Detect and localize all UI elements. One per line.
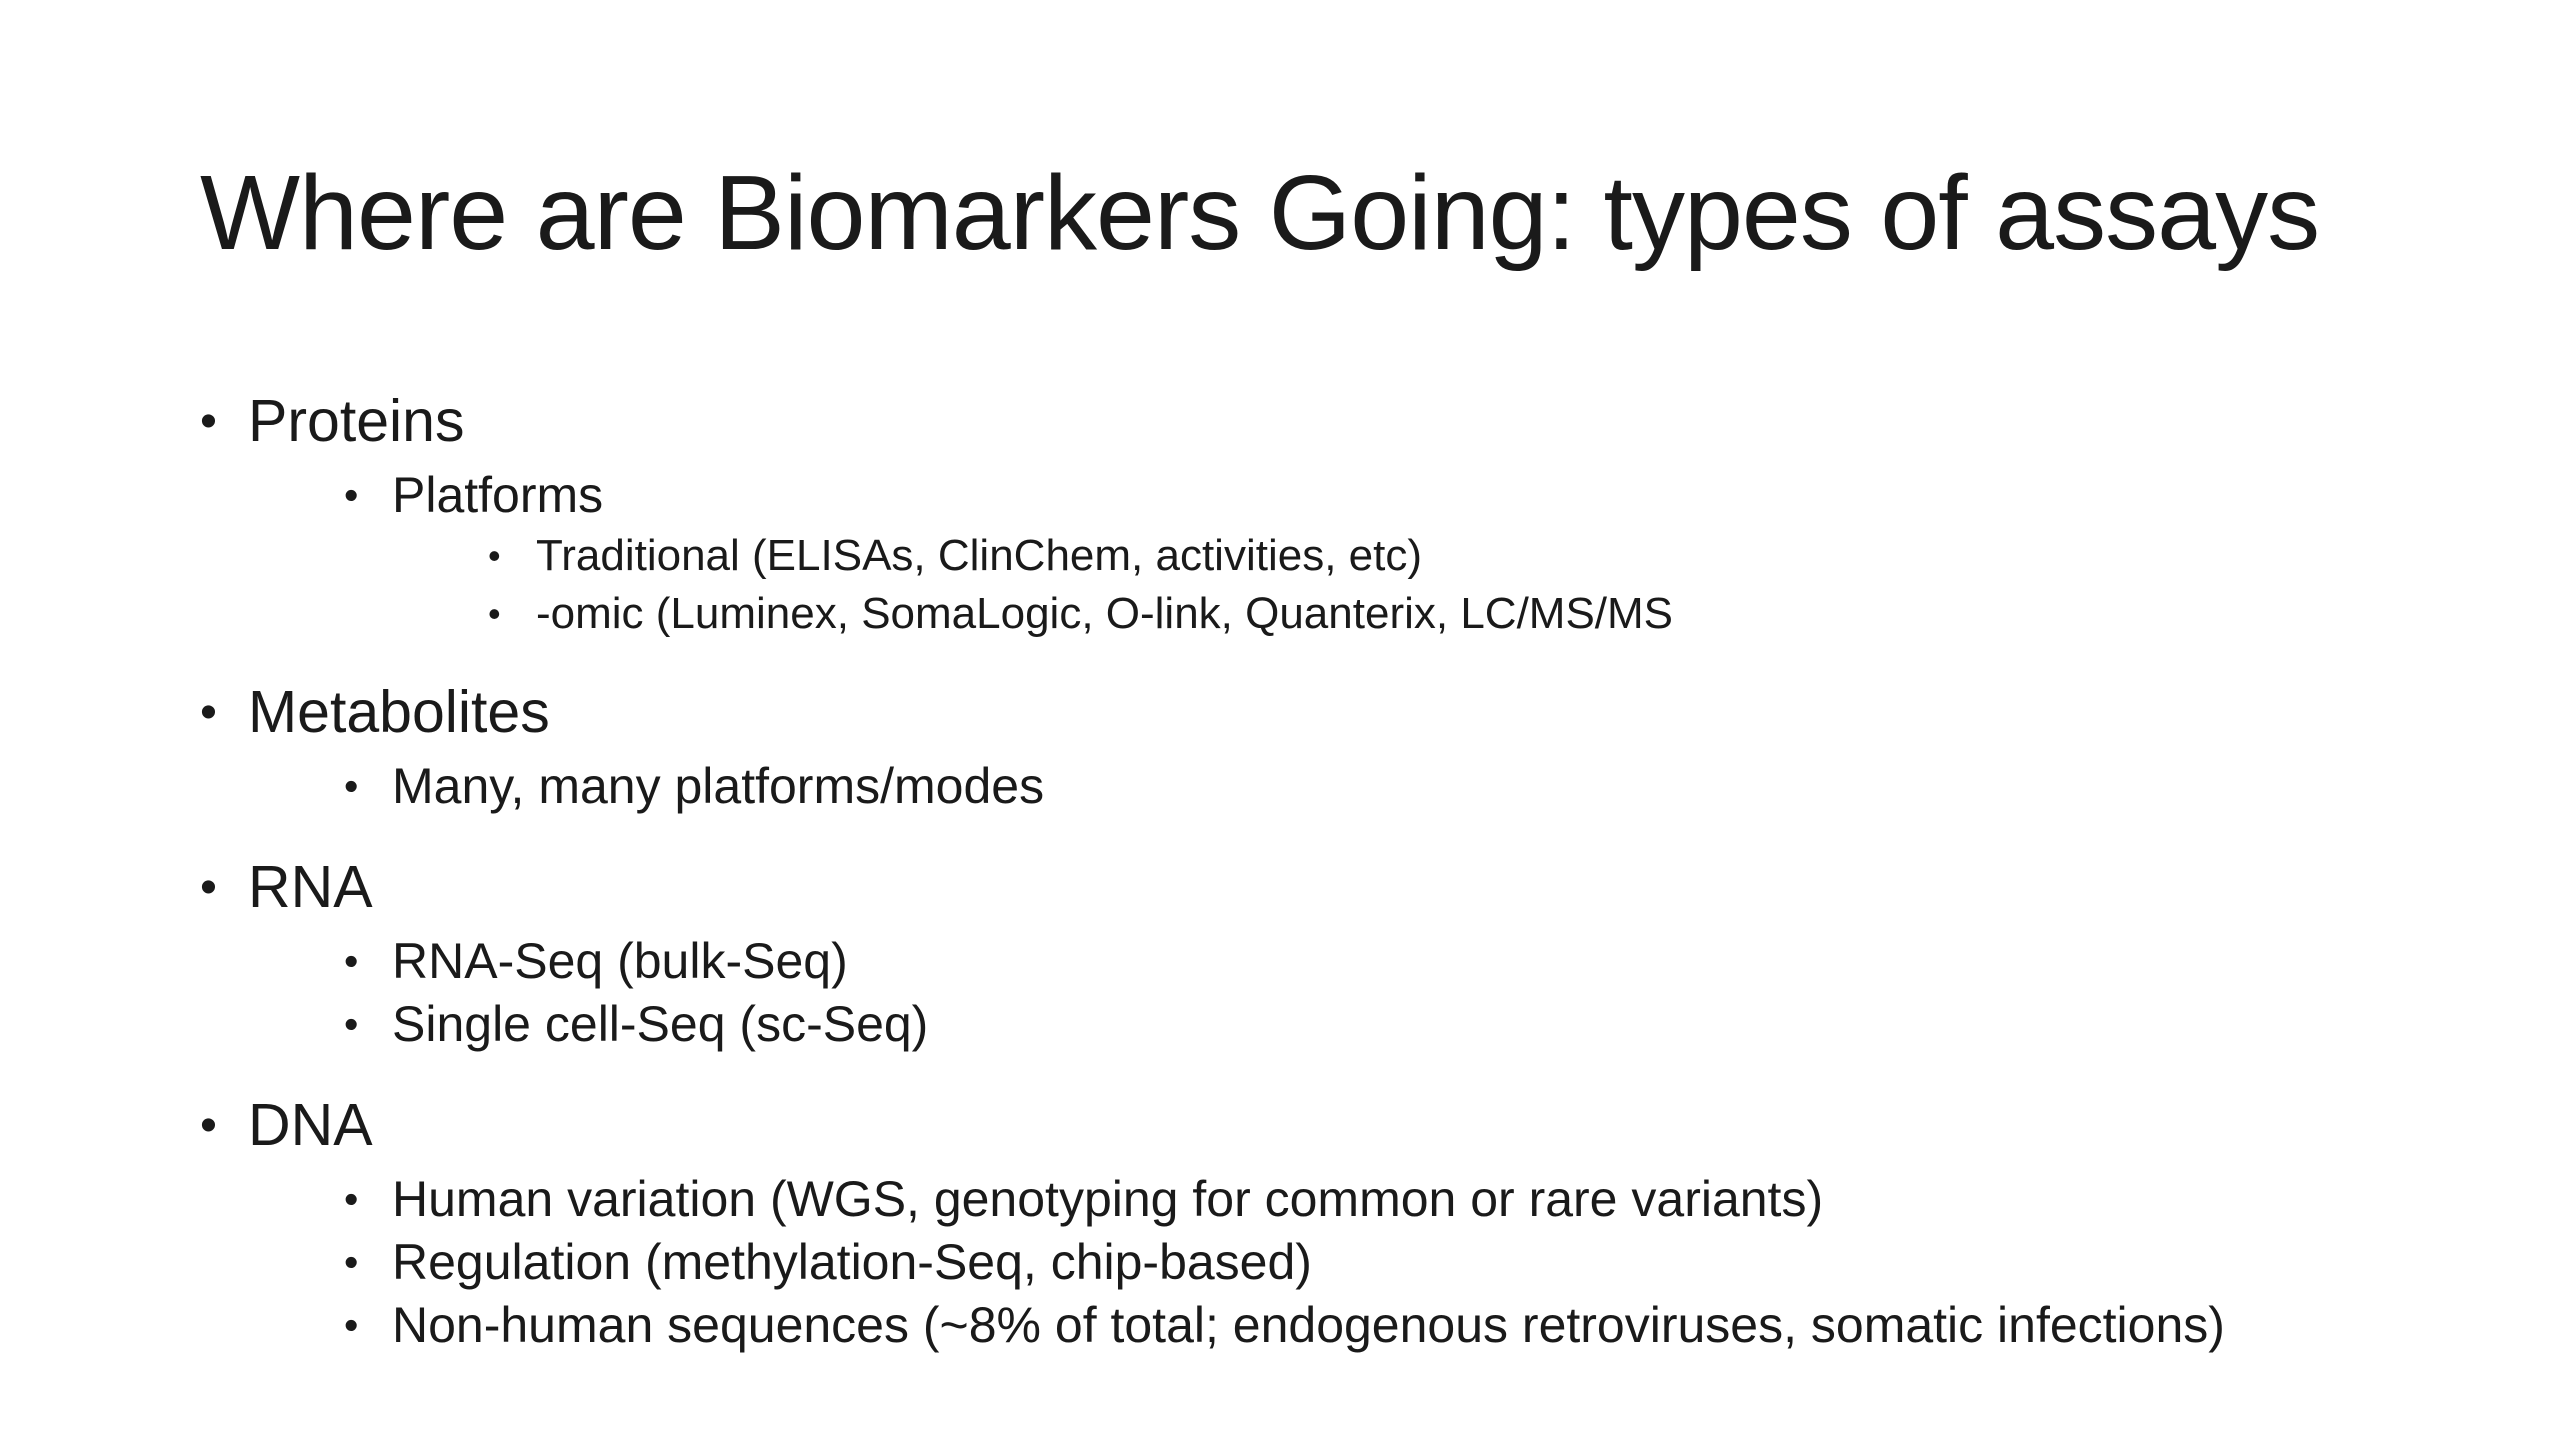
list-item-label: Traditional (ELISAs, ClinChem, activities, etc): [536, 531, 1422, 580]
list-item-label: Many, many platforms/modes: [392, 758, 1045, 814]
list-item-label: RNA-Seq (bulk-Seq): [392, 933, 848, 989]
bullet-icon: •: [344, 472, 359, 518]
bullet-icon: •: [344, 1176, 359, 1222]
list-item-many-platforms: [344, 755, 2225, 818]
bullet-icon: •: [344, 1001, 359, 1047]
bullet-icon: •: [200, 860, 217, 914]
sub-list: [248, 1168, 2225, 1357]
list-item-non-human-sequences: [344, 1294, 2225, 1357]
list-item-rna-seq: [344, 930, 2225, 993]
bullet-icon: •: [344, 763, 359, 809]
slide-title: Where are Biomarkers Going: types of assays: [200, 154, 2320, 272]
bullet-icon: •: [344, 1239, 359, 1285]
list-item-human-variation: [344, 1168, 2225, 1231]
list-item-label: Regulation (methylation-Seq, chip-based): [392, 1234, 1312, 1290]
bullet-icon: •: [200, 685, 217, 739]
sub-list: [248, 464, 2225, 643]
list-item-label: Platforms: [392, 467, 604, 523]
list-item-dna: [200, 1082, 2225, 1357]
list-item-rna: [200, 844, 2225, 1056]
sub-sub-list: [392, 527, 2225, 643]
sub-list: [248, 930, 2225, 1056]
list-item-metabolites: [200, 669, 2225, 818]
bullet-list: [200, 378, 2225, 1357]
bullet-icon: •: [344, 938, 359, 984]
list-item-label: Non-human sequences (~8% of total; endogenous retroviruses, somatic infections): [392, 1297, 2225, 1353]
list-item-omic: [488, 585, 2225, 643]
list-item-proteins: [200, 378, 2225, 643]
bullet-icon: •: [488, 535, 501, 576]
list-item-traditional: [488, 527, 2225, 585]
list-item-platforms: [344, 464, 2225, 643]
bullet-icon: •: [200, 394, 217, 448]
list-item-single-cell-seq: [344, 993, 2225, 1056]
list-item-label: Metabolites: [248, 679, 550, 745]
list-item-label: RNA: [248, 854, 373, 920]
list-item-regulation: [344, 1231, 2225, 1294]
bullet-icon: •: [344, 1302, 359, 1348]
bullet-icon: •: [200, 1098, 217, 1152]
bullet-icon: •: [488, 593, 501, 634]
sub-list: [248, 755, 2225, 818]
list-item-label: Human variation (WGS, genotyping for common or rare variants): [392, 1171, 1824, 1227]
list-item-label: Single cell-Seq (sc-Seq): [392, 996, 929, 1052]
list-item-label: Proteins: [248, 388, 465, 454]
list-item-label: -omic (Luminex, SomaLogic, O-link, Quanterix, LC/MS/MS: [536, 589, 1674, 638]
list-item-label: DNA: [248, 1092, 373, 1158]
